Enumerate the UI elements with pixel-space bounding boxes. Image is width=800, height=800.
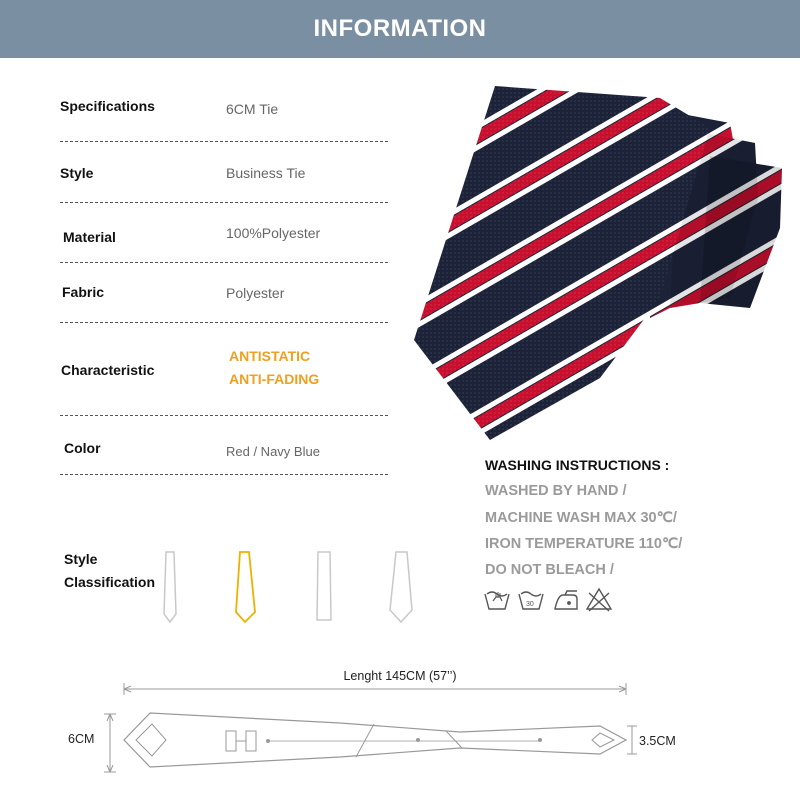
washing-instructions-title: WASHING INSTRUCTIONS : (485, 457, 670, 473)
washing-icons (483, 585, 623, 613)
divider (60, 474, 388, 475)
washing-line: MACHINE WASH MAX 30℃/ (485, 510, 677, 526)
washing-line: WASHED BY HAND / (485, 483, 627, 499)
spec-label: Style (60, 165, 94, 181)
hand-wash-icon (485, 592, 509, 609)
divider (60, 262, 388, 263)
wide-tie-icon (390, 552, 412, 622)
standard-tie-icon (236, 552, 255, 622)
divider (60, 415, 388, 416)
tie-style-shapes (150, 548, 430, 628)
length-label: Lenght 145CM (57’’) (343, 669, 457, 683)
spec-value-line-1: ANTISTATIC (229, 348, 311, 364)
spec-label: Fabric (62, 284, 105, 300)
label-line: Style (64, 551, 98, 567)
narrow-end-label: 3.5CM (639, 734, 676, 748)
tie-dimension-diagram (0, 680, 800, 790)
wide-end-label: 6CM (68, 732, 95, 746)
no-bleach-icon (587, 589, 611, 611)
washing-line: DO NOT BLEACH / (485, 562, 614, 578)
divider (60, 141, 388, 142)
svg-text:30: 30 (526, 601, 534, 608)
spec-label: Specifications (60, 98, 155, 114)
style-classification-label (64, 548, 155, 594)
divider (60, 322, 388, 323)
spec-value: 100%Polyester (226, 225, 321, 241)
spec-value: 6CM Tie (226, 101, 279, 117)
spec-label: Characteristic (61, 362, 155, 378)
spec-label: Material (63, 229, 116, 245)
slim-tie-icon (164, 552, 176, 622)
spec-value-line-2: ANTI-FADING (229, 371, 320, 387)
flat-end-tie-icon (317, 552, 331, 620)
iron-icon (555, 591, 577, 609)
divider (60, 202, 388, 203)
label-line: Classification (64, 574, 156, 590)
page-title: INFORMATION (313, 15, 487, 42)
machine-wash-30-icon (519, 592, 543, 609)
spec-value: Red / Navy Blue (226, 444, 320, 459)
spec-label: Color (64, 440, 101, 456)
spec-value: Polyester (226, 285, 285, 301)
tie-product-image (410, 68, 800, 448)
spec-value: Business Tie (226, 165, 306, 181)
washing-line: IRON TEMPERATURE 110℃/ (485, 536, 683, 552)
